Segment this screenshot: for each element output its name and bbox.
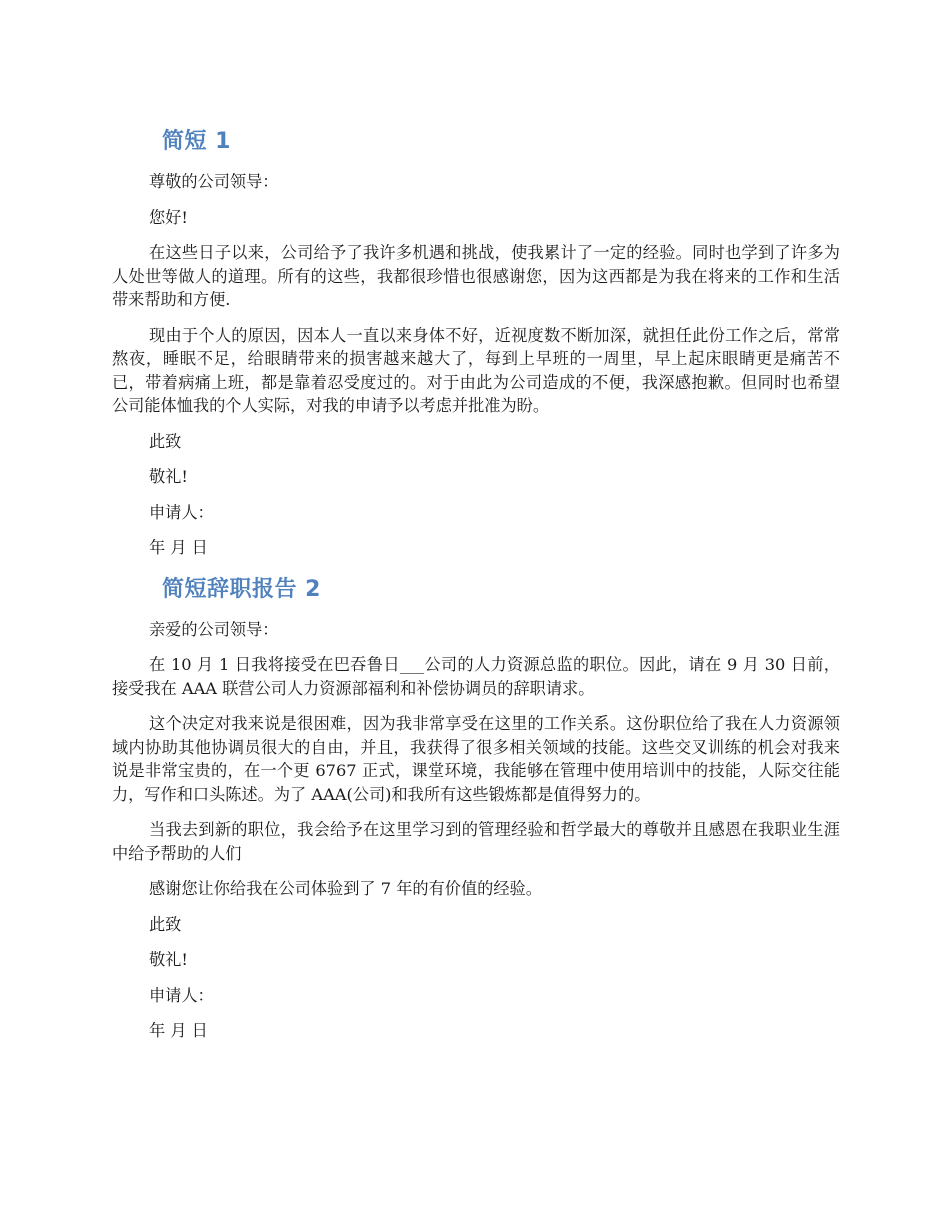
salutation: 亲爱的公司领导：: [149, 619, 279, 639]
applicant-label: 申请人：: [149, 502, 214, 522]
letter-section-1: [112, 124, 840, 560]
date-line: 年 月 日: [149, 1021, 208, 1040]
closing: 此致: [149, 914, 182, 934]
body-paragraph: 这个决定对我来说是很困难，因为我非常享受在这里的工作关系。这份职位给了我在人力资源领域内协助其他协调员很大的自由，并且，我获得了很多相关领域的技能。这些交叉训练的机会对我来说是非常宝贵的，在一个更 6767 正式，课堂环境，我能够在管理中使用培训中的技能，人际交往能力，写作和口头陈述。为了 AAA(公司)和我所有这些锻炼都是值得努力的。: [112, 714, 840, 804]
section-heading: 简短 1: [162, 129, 231, 154]
letter-section-2: [112, 572, 840, 1043]
greeting: 您好!: [149, 207, 188, 227]
body-paragraph: 在 10 月 1 日我将接受在巴吞鲁日___公司的人力资源总监的职位。因此，请在 9 月 30 日前，接受我在 AAA 联营公司人力资源部福利和补偿协调员的辞职请求。: [112, 655, 840, 698]
salutation: 尊敬的公司领导：: [149, 172, 279, 191]
body-paragraph: 现由于个人的原因，因本人一直以来身体不好，近视度数不断加深，就担任此份工作之后，常常熬夜，睡眠不足，给眼睛带来的损害越来越大了，每到上早班的一周里，早上起床眼睛更是痛苦不已，带着病痛上班，都是靠着忍受度过的。对于由此为公司造成的不便，我深感抱歉。但同时也希望公司能体恤我的个人实际，对我的申请予以考虑并批准为盼。: [112, 325, 840, 415]
section-heading: 简短辞职报告 2: [162, 576, 321, 602]
regards: 敬礼!: [149, 950, 188, 969]
regards: 敬礼!: [149, 467, 188, 486]
body-paragraph: 在这些日子以来，公司给予了我许多机遇和挑战，使我累计了一定的经验。同时也学到了许多为人处世等做人的道理。所有的这些，我都很珍惜也很感谢您，因为这西都是为我在将来的工作和生活带来帮助和方便.: [112, 243, 840, 309]
applicant-label: 申请人：: [149, 985, 214, 1005]
closing: 此致: [149, 431, 182, 451]
body-paragraph: 感谢您让你给我在公司体验到了 7 年的有价值的经验。: [149, 879, 542, 898]
date-line: 年 月 日: [149, 538, 208, 557]
document-page: [112, 124, 840, 1055]
body-paragraph: 当我去到新的职位，我会给予在这里学习到的管理经验和哲学最大的尊敬并且感恩在我职业生涯中给予帮助的人们: [112, 820, 840, 863]
